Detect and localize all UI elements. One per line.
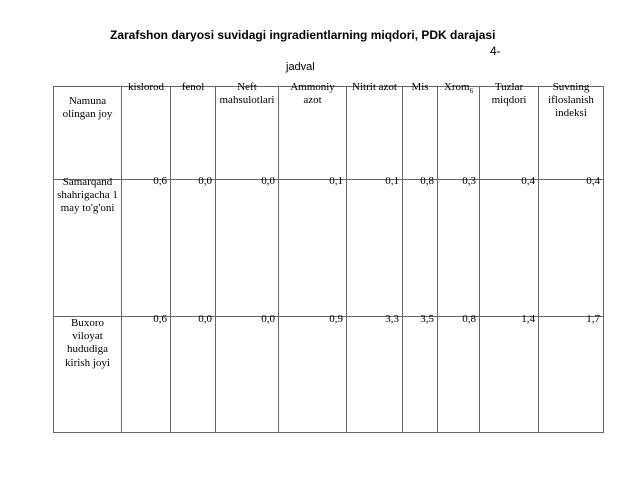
value-cell	[122, 313, 171, 433]
header-cell-oil-products	[216, 81, 279, 180]
value-cell	[539, 175, 604, 317]
value-cell	[171, 313, 216, 433]
value-cell	[347, 175, 403, 317]
value: 0,0	[198, 313, 212, 325]
table-title: Zarafshon daryosi suvidagi ingradientlarning miqdori, PDK darajasi	[110, 28, 496, 42]
value-cell	[279, 313, 347, 433]
header-cell-salts	[480, 81, 539, 180]
value: 0,0	[198, 175, 212, 187]
header-pollution-index: Suvning ifloslanish indeksi	[548, 81, 594, 120]
header-cell-phenol	[171, 81, 216, 180]
header-phenol: fenol	[181, 81, 205, 93]
value: 0,4	[586, 175, 600, 187]
value: 3,3	[385, 313, 399, 325]
value-cell	[539, 313, 604, 433]
ingredients-table	[53, 81, 604, 433]
value-cell	[480, 313, 539, 433]
value-cell	[216, 313, 279, 433]
header-cell-chromium	[438, 81, 480, 180]
header-nitrite: Nitrit azot	[352, 81, 397, 93]
header-cell-oxygen	[122, 81, 171, 180]
header-location: Namuna olingan joy	[62, 95, 113, 121]
value: 0,9	[329, 313, 343, 325]
header-row	[54, 87, 604, 180]
header-chromium-text: Xrom	[443, 81, 470, 93]
value: 0,6	[153, 175, 167, 187]
value: 0,0	[261, 175, 275, 187]
value-cell	[403, 313, 438, 433]
value-cell	[438, 175, 480, 317]
table-row	[54, 180, 604, 317]
table-number: 4-	[490, 44, 501, 58]
row-location-cell	[54, 176, 122, 317]
value: 0,8	[420, 175, 434, 187]
header-cell-nitrite	[347, 81, 403, 180]
value-cell	[279, 175, 347, 317]
header-oxygen: kislorod	[127, 81, 165, 93]
value-cell	[438, 313, 480, 433]
value: 0,6	[153, 313, 167, 325]
value: 1,7	[586, 313, 600, 325]
value-cell	[122, 175, 171, 317]
value-cell	[347, 313, 403, 433]
value-cell	[171, 175, 216, 317]
table-row	[54, 317, 604, 433]
value: 0,8	[462, 313, 476, 325]
table-label: jadval	[286, 61, 315, 73]
header-chromium	[438, 81, 479, 96]
row-location: Samarqand shahrigacha 1 may to'g'oni	[57, 176, 118, 215]
header-chromium-subscript: 6	[469, 87, 474, 96]
row-location: Buxoro viloyat hududiga kirish joyi	[65, 317, 110, 369]
value: 3,5	[420, 313, 434, 325]
header-oil-products: Neft mahsulotlari	[219, 81, 275, 107]
value-cell	[480, 175, 539, 317]
header-cell-location	[54, 87, 122, 180]
value-cell	[403, 175, 438, 317]
header-cell-pollution-index	[539, 81, 604, 180]
header-cell-copper	[403, 81, 438, 180]
value: 0,0	[261, 313, 275, 325]
value: 0,1	[385, 175, 399, 187]
header-cell-ammonium	[279, 81, 347, 180]
row-location-cell	[54, 317, 122, 433]
header-copper: Mis	[411, 81, 429, 93]
value: 0,1	[329, 175, 343, 187]
header-ammonium: Ammoniy azot	[290, 81, 335, 107]
value-cell	[216, 175, 279, 317]
value: 0,4	[521, 175, 535, 187]
value: 1,4	[521, 313, 535, 325]
value: 0,3	[462, 175, 476, 187]
header-salts: Tuzlar miqdori	[491, 81, 527, 107]
